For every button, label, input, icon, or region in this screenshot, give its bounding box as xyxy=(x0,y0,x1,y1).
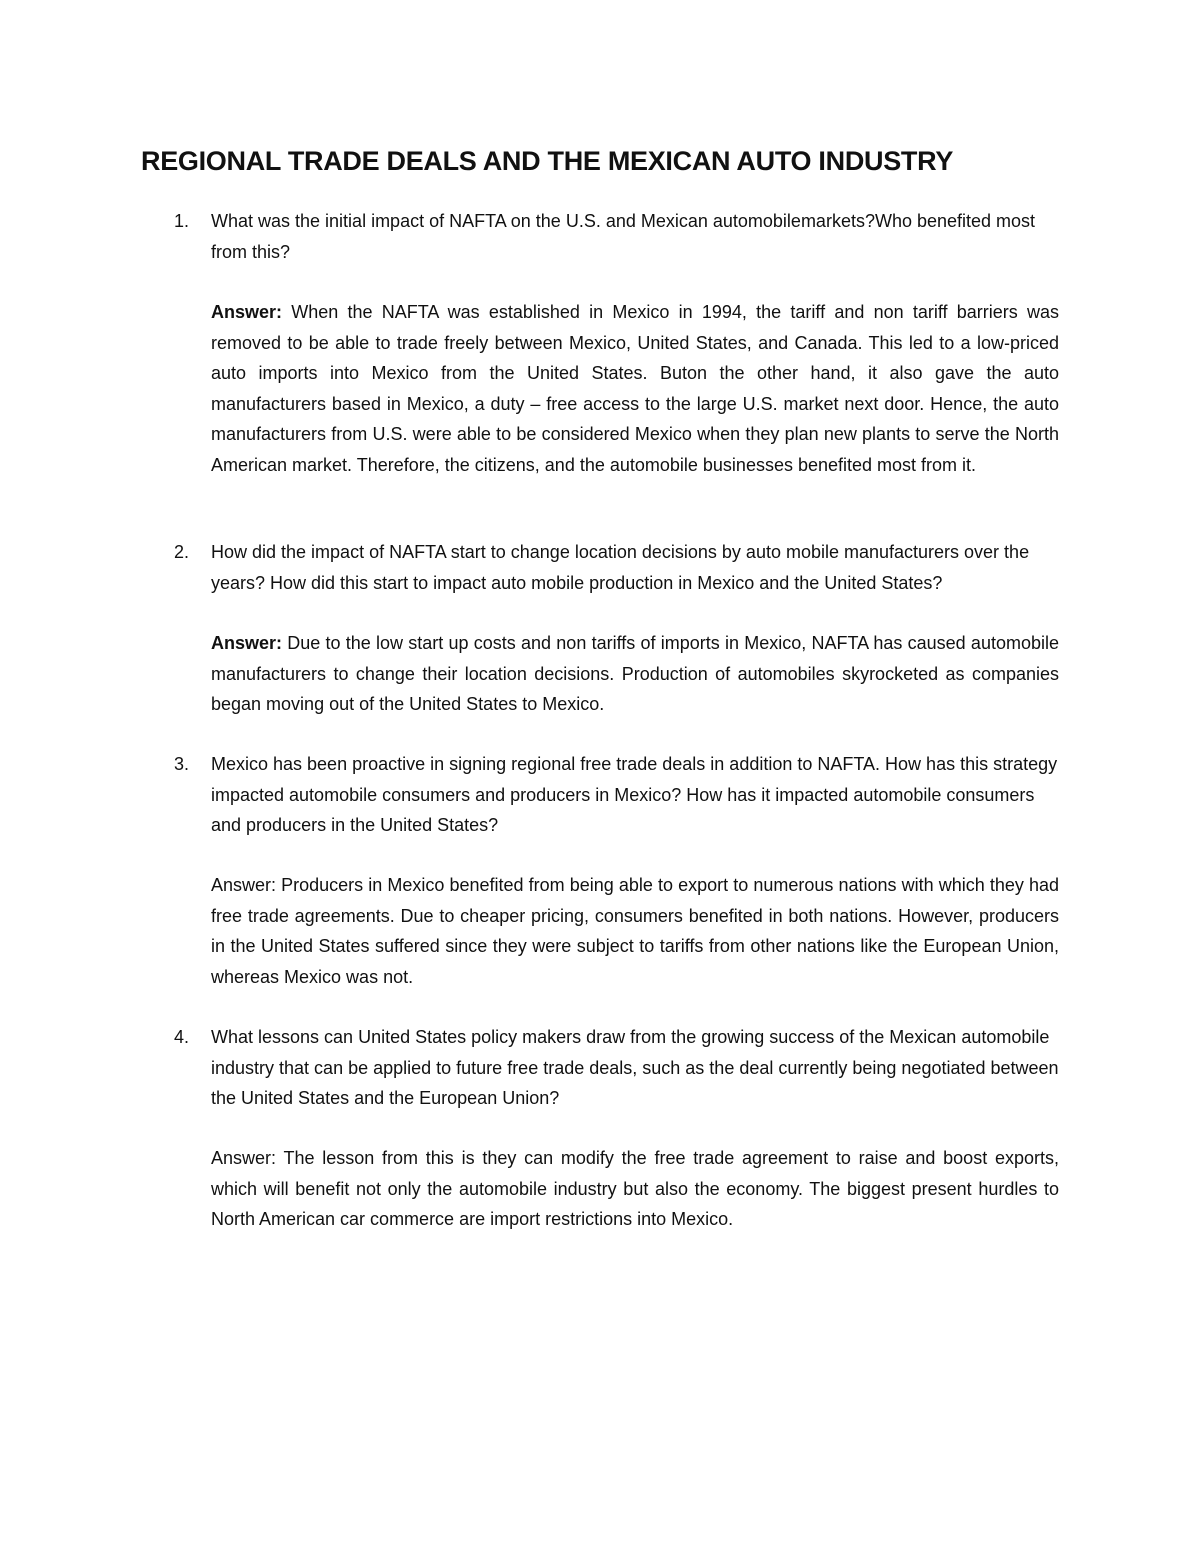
answer-text: Due to the low start up costs and non tariffs of imports in Mexico, NAFTA has caused automobile manufacturers to change their location decisions. Production of automobiles skyrocketed as companies began moving out of the United States to Mexico. xyxy=(211,633,1059,714)
answer-paragraph xyxy=(211,628,1059,720)
question-text: Mexico has been proactive in signing regional free trade deals in addition to NAFTA. How has this strategy impacted automobile consumers and producers in Mexico? How has it impacted automobile consumers and producers in the United States? xyxy=(211,754,1058,835)
answer-paragraph xyxy=(211,1143,1059,1235)
answer-text: Producers in Mexico benefited from being able to export to numerous nations with which they had free trade agreements. Due to cheaper pricing, consumers benefited in both nations. However, producers in the United States suffered since they were subject to tariffs from other nations like the European Union, whereas Mexico was not. xyxy=(211,875,1059,987)
question-number: 3. xyxy=(174,754,190,774)
question-text: How did the impact of NAFTA start to change location decisions by auto mobile manufacturers over the years? How did this start to impact auto mobile production in Mexico and the United States? xyxy=(211,542,1030,593)
answer-paragraph xyxy=(211,870,1059,992)
question-number: 4. xyxy=(174,1027,190,1047)
document-title: REGIONAL TRADE DEALS AND THE MEXICAN AUTO INDUSTRY xyxy=(141,146,954,176)
answer-label: Answer: xyxy=(211,302,283,322)
answer-label: Answer: xyxy=(211,1148,277,1168)
answer-paragraph xyxy=(211,297,1059,480)
question-number: 1. xyxy=(174,211,190,231)
answer-label: Answer: xyxy=(211,633,283,653)
answer-label: Answer: xyxy=(211,875,277,895)
answer-text: When the NAFTA was established in Mexico in 1994, the tariff and non tariff barriers was removed to be able to trade freely between Mexico, United States, and Canada. This led to a low-priced auto imports into Mexico from the United States. Buton the other hand, it also gave the auto manufacturers based in Mexico, a duty – free access to the large U.S. market next door. Hence, the auto manufacturers from U.S. were able to be considered Mexico when they plan new plants to serve the North American market. Therefore, the citizens, and the automobile businesses benefited most from it. xyxy=(211,302,1059,475)
answer-text: The lesson from this is they can modify the free trade agreement to raise and boost exports, which will benefit not only the automobile industry but also the economy. The biggest present hurdles to North American car commerce are import restrictions into Mexico. xyxy=(211,1148,1059,1229)
question-text: What lessons can United States policy makers draw from the growing success of the Mexican automobile industry that can be applied to future free trade deals, such as the deal currently being negotiated between the United States and the European Union? xyxy=(211,1027,1059,1108)
question-text: What was the initial impact of NAFTA on the U.S. and Mexican automobilemarkets?Who benefited most from this? xyxy=(211,211,1036,262)
question-number: 2. xyxy=(174,542,190,562)
